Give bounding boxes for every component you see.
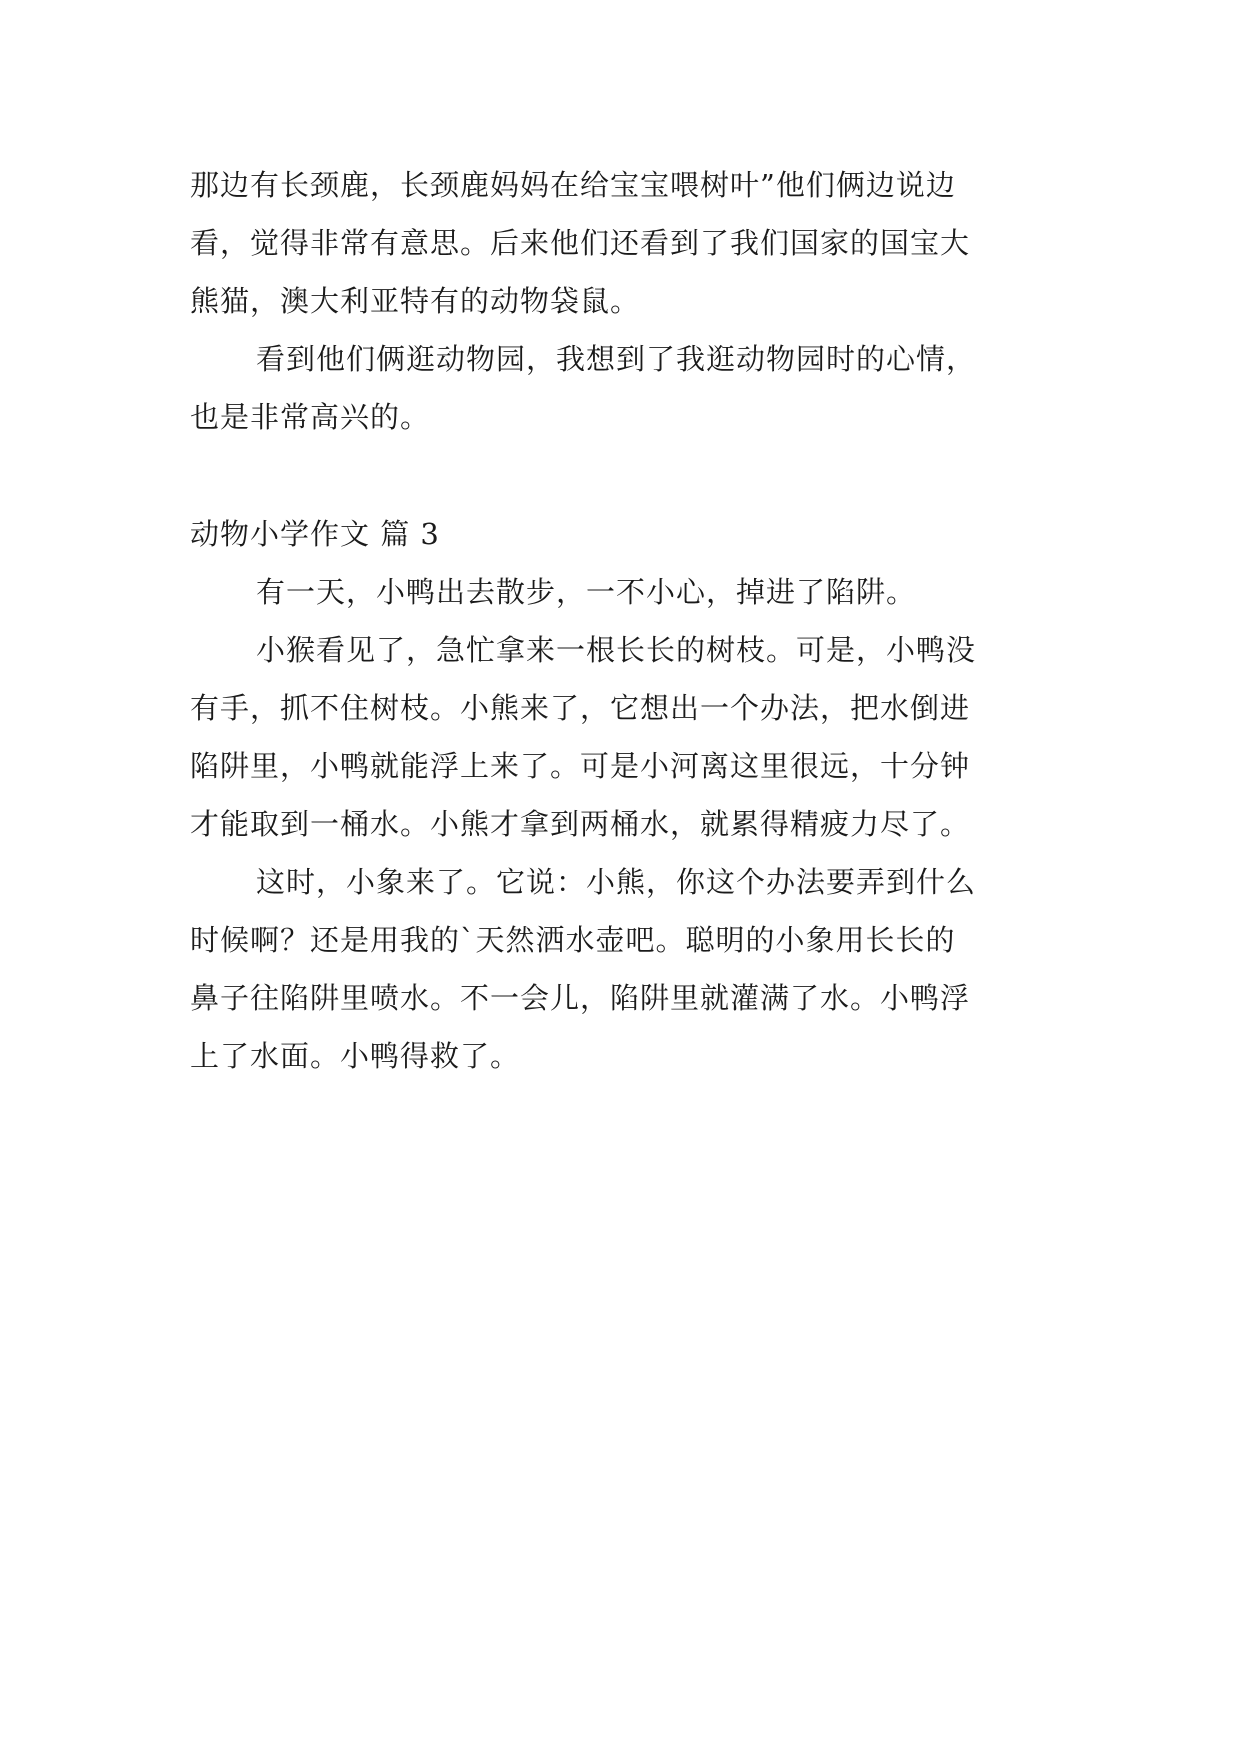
text-line: 看到他们俩逛动物园，我想到了我逛动物园时的心情， [256, 342, 977, 376]
section-heading: 动物小学作文 篇 3 [190, 517, 440, 551]
text-line: 鼻子往陷阱里喷水。不一会儿，陷阱里就灌满了水。小鸭浮 [190, 981, 971, 1015]
text-line: 陷阱里，小鸭就能浮上来了。可是小河离这里很远，十分钟 [190, 749, 971, 783]
text-line: 小猴看见了，急忙拿来一根长长的树枝。可是，小鸭没 [256, 633, 977, 667]
text-line: 有手，抓不住树枝。小熊来了，它想出一个办法，把水倒进 [190, 691, 971, 725]
text-line: 才能取到一桶水。小熊才拿到两桶水，就累得精疲力尽了。 [190, 807, 971, 841]
text-line: 这时，小象来了。它说：小熊，你这个办法要弄到什么 [256, 865, 977, 899]
text-line: 那边有长颈鹿，长颈鹿妈妈在给宝宝喂树叶”他们俩边说边 [190, 168, 956, 202]
text-line: 熊猫，澳大利亚特有的动物袋鼠。 [190, 284, 641, 318]
text-line: 有一天，小鸭出去散步，一不小心，掉进了陷阱。 [256, 575, 917, 609]
text-line: 也是非常高兴的。 [190, 400, 431, 434]
text-line: 时候啊？还是用我的`天然洒水壶吧。聪明的小象用长长的 [190, 923, 956, 957]
text-line: 上了水面。小鸭得救了。 [190, 1039, 521, 1073]
text-line: 看，觉得非常有意思。后来他们还看到了我们国家的国宝大 [190, 226, 971, 260]
